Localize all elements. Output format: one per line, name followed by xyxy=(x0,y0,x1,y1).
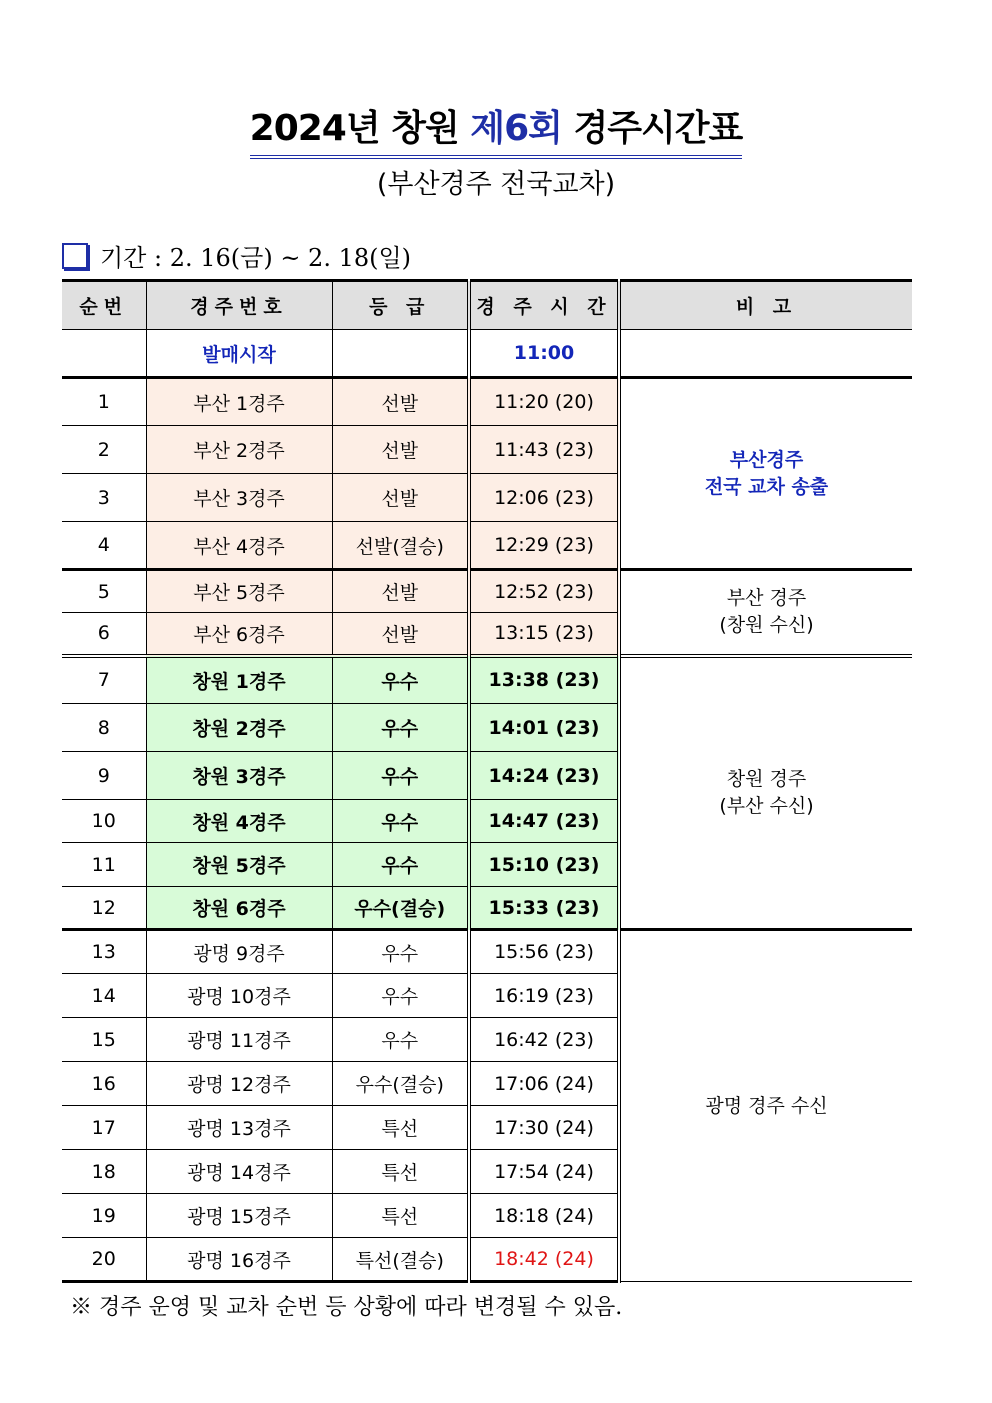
page-title xyxy=(0,100,992,159)
race-order: 4 xyxy=(62,522,146,570)
race-grade: 특선 xyxy=(332,1106,469,1150)
race-grade: 우수 xyxy=(332,974,469,1018)
title-year: 2024년 xyxy=(249,108,380,149)
race-order: 5 xyxy=(62,570,146,613)
footnote: ※ 경주 운영 및 교차 순번 등 상황에 따라 변경될 수 있음. xyxy=(70,1295,623,1320)
race-order: 9 xyxy=(62,752,146,800)
header-order: 순번 xyxy=(62,281,146,330)
header-remarks: 비 고 xyxy=(619,281,912,330)
race-grade: 우수(결승) xyxy=(332,887,469,930)
race-order: 17 xyxy=(62,1106,146,1150)
header-grade: 등 급 xyxy=(332,281,469,330)
race-order: 19 xyxy=(62,1194,146,1238)
race-grade: 선발 xyxy=(332,474,469,522)
race-time: 15:33 (23) xyxy=(469,887,619,930)
race-name: 부산 4경주 xyxy=(146,522,332,570)
race-name: 창원 6경주 xyxy=(146,887,332,930)
race-name: 광명 15경주 xyxy=(146,1194,332,1238)
race-name: 광명 9경주 xyxy=(146,930,332,974)
race-order: 11 xyxy=(62,843,146,887)
race-time: 12:52 (23) xyxy=(469,570,619,613)
sale-start-time: 11:00 xyxy=(469,330,619,378)
race-time: 13:15 (23) xyxy=(469,613,619,656)
race-time: 16:42 (23) xyxy=(469,1018,619,1062)
race-grade: 선발 xyxy=(332,613,469,656)
race-grade: 우수 xyxy=(332,752,469,800)
race-grade: 우수 xyxy=(332,704,469,752)
race-order: 2 xyxy=(62,426,146,474)
race-grade: 우수 xyxy=(332,843,469,887)
race-order: 15 xyxy=(62,1018,146,1062)
race-time: 14:47 (23) xyxy=(469,800,619,843)
race-time: 17:30 (24) xyxy=(469,1106,619,1150)
race-grade: 우수(결승) xyxy=(332,1062,469,1106)
race-order: 3 xyxy=(62,474,146,522)
race-name: 부산 5경주 xyxy=(146,570,332,613)
header-race-time: 경 주 시 간 xyxy=(469,281,619,330)
race-time: 11:20 (20) xyxy=(469,378,619,426)
race-time: 17:06 (24) xyxy=(469,1062,619,1106)
race-order: 14 xyxy=(62,974,146,1018)
race-time: 15:56 (23) xyxy=(469,930,619,974)
race-name: 부산 1경주 xyxy=(146,378,332,426)
race-time: 12:06 (23) xyxy=(469,474,619,522)
remark-gwangmyeong: 광명 경주 수신 xyxy=(619,930,912,1282)
race-name: 광명 10경주 xyxy=(146,974,332,1018)
race-name: 광명 13경주 xyxy=(146,1106,332,1150)
table-row xyxy=(62,930,912,974)
race-grade: 우수 xyxy=(332,1018,469,1062)
race-grade: 선발 xyxy=(332,570,469,613)
sale-start-row xyxy=(62,330,912,378)
race-grade: 선발 xyxy=(332,378,469,426)
race-time: 14:01 (23) xyxy=(469,704,619,752)
race-order: 8 xyxy=(62,704,146,752)
race-name: 부산 3경주 xyxy=(146,474,332,522)
period-text: 기간 : 2. 16(금) ~ 2. 18(일) xyxy=(100,244,412,272)
table-row xyxy=(62,378,912,426)
race-time: 18:18 (24) xyxy=(469,1194,619,1238)
race-grade: 특선 xyxy=(332,1150,469,1194)
race-time: 16:19 (23) xyxy=(469,974,619,1018)
race-grade: 특선(결승) xyxy=(332,1238,469,1282)
race-order: 13 xyxy=(62,930,146,974)
race-grade: 우수 xyxy=(332,930,469,974)
race-name: 창원 1경주 xyxy=(146,656,332,704)
race-time: 13:38 (23) xyxy=(469,656,619,704)
race-order: 16 xyxy=(62,1062,146,1106)
race-time: 14:24 (23) xyxy=(469,752,619,800)
sale-start-label: 발매시작 xyxy=(146,330,332,378)
race-time: 18:42 (24) xyxy=(469,1238,619,1282)
race-name: 창원 5경주 xyxy=(146,843,332,887)
checkbox-icon xyxy=(62,243,88,269)
race-grade: 우수 xyxy=(332,800,469,843)
race-order: 12 xyxy=(62,887,146,930)
race-time: 17:54 (24) xyxy=(469,1150,619,1194)
race-grade: 선발 xyxy=(332,426,469,474)
page-subtitle: (부산경주 전국교차) xyxy=(376,169,616,200)
table-row xyxy=(62,656,912,704)
race-order: 10 xyxy=(62,800,146,843)
race-name: 창원 3경주 xyxy=(146,752,332,800)
table-row xyxy=(62,570,912,613)
title-name: 경주시간표 xyxy=(573,108,743,149)
race-name: 창원 4경주 xyxy=(146,800,332,843)
remark-changwon: 창원 경주 (부산 수신) xyxy=(619,656,912,930)
race-name: 광명 11경주 xyxy=(146,1018,332,1062)
race-name: 광명 16경주 xyxy=(146,1238,332,1282)
race-time: 12:29 (23) xyxy=(469,522,619,570)
title-venue: 창원 xyxy=(391,108,459,149)
race-name: 부산 2경주 xyxy=(146,426,332,474)
race-time: 15:10 (23) xyxy=(469,843,619,887)
period-line xyxy=(62,238,411,273)
race-name: 창원 2경주 xyxy=(146,704,332,752)
race-grade: 특선 xyxy=(332,1194,469,1238)
remark-busan-receive: 부산 경주 (창원 수신) xyxy=(619,570,912,656)
race-order: 1 xyxy=(62,378,146,426)
race-name: 광명 12경주 xyxy=(146,1062,332,1106)
race-time: 11:43 (23) xyxy=(469,426,619,474)
race-order: 6 xyxy=(62,613,146,656)
race-name: 부산 6경주 xyxy=(146,613,332,656)
race-order: 20 xyxy=(62,1238,146,1282)
race-grade: 선발(결승) xyxy=(332,522,469,570)
title-round: 제6회 xyxy=(470,108,562,149)
header-race-number: 경주번호 xyxy=(146,281,332,330)
remark-busan-broadcast: 부산경주 전국 교차 송출 xyxy=(619,378,912,570)
race-order: 18 xyxy=(62,1150,146,1194)
race-grade: 우수 xyxy=(332,656,469,704)
race-order: 7 xyxy=(62,656,146,704)
table-header-row xyxy=(62,281,912,330)
race-name: 광명 14경주 xyxy=(146,1150,332,1194)
race-schedule-table xyxy=(62,279,912,1283)
